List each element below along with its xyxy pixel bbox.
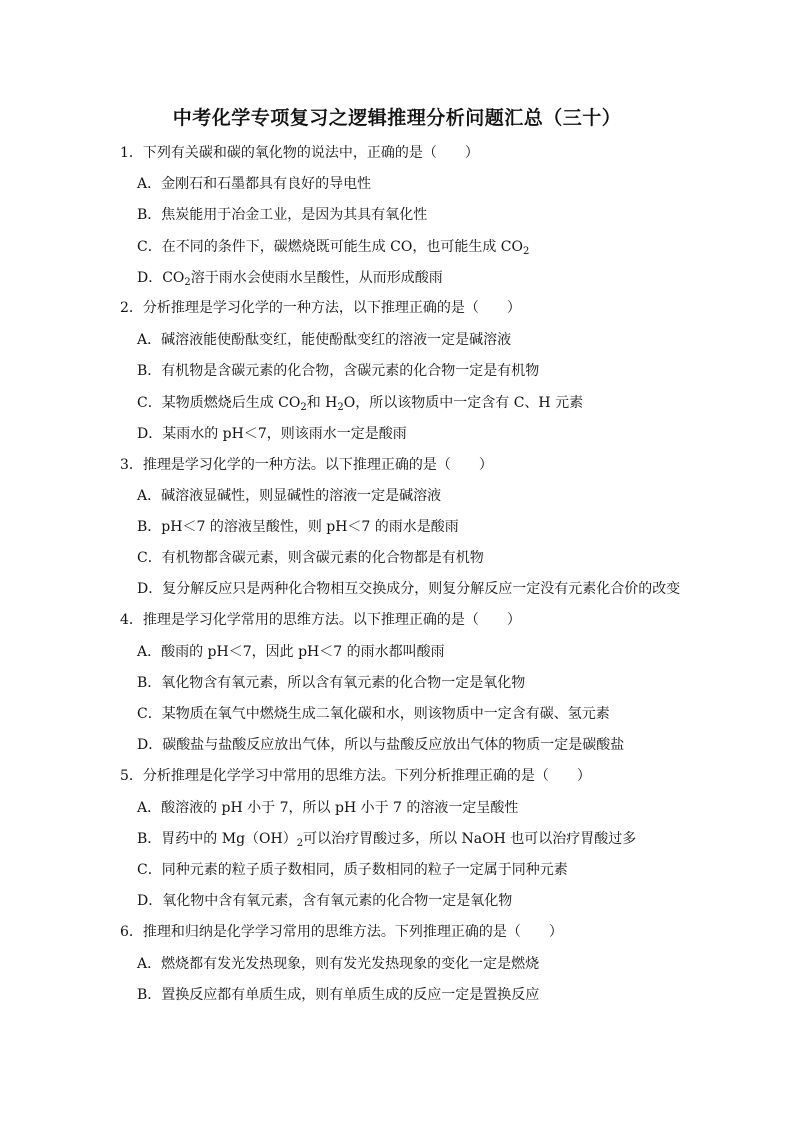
option-text: 溶于雨水会使雨水呈酸性，从而形成酸雨	[190, 270, 443, 286]
question-4-option-d: D．碳酸盐与盐酸反应放出气体，所以与盐酸反应放出气体的物质一定是碳酸盐	[137, 737, 625, 753]
question-6-option-b: B．置换反应都有单质生成，则有单质生成的反应一定是置换反应	[137, 987, 540, 1003]
question-5-option-b	[137, 829, 636, 849]
question-6-stem: 6．推理和归纳是化学学习常用的思维方法。下列推理正确的是（ ）	[120, 924, 563, 940]
question-3-stem: 3．推理是学习化学的一种方法。以下推理正确的是（ ）	[120, 457, 493, 473]
option-text: D．CO	[137, 270, 185, 286]
question-4-option-c: C．某物质在氧气中燃烧生成二氧化碳和水，则该物质中一定含有碳、氢元素	[137, 706, 610, 722]
question-1-stem: 1．下列有关碳和碳的氧化物的说法中，正确的是（ ）	[120, 145, 479, 161]
question-5-option-c: C．同种元素的粒子质子数相同，质子数相同的粒子一定属于同种元素	[137, 862, 568, 878]
question-5-stem: 5．分析推理是化学学习中常用的思维方法。下列分析推理正确的是（ ）	[120, 768, 591, 784]
question-2-option-c	[137, 393, 583, 413]
question-4-option-a: A．酸雨的 pH＜7，因此 pH＜7 的雨水都叫酸雨	[137, 644, 445, 660]
question-2-option-b: B．有机物是含碳元素的化合物，含碳元素的化合物一定是有机物	[137, 363, 540, 379]
subscript: 2	[300, 402, 307, 413]
subscript: 2	[296, 838, 304, 849]
question-1-option-c	[137, 237, 529, 257]
question-1-option-d	[137, 268, 443, 288]
question-1-option-a: A．金刚石和石墨都具有良好的导电性	[137, 176, 372, 192]
question-3-option-a: A．碱溶液显碱性，则显碱性的溶液一定是碱溶液	[137, 488, 442, 504]
question-5-option-a: A．酸溶液的 pH 小于 7，所以 pH 小于 7 的溶液一定呈酸性	[137, 800, 519, 816]
question-6-option-a: A．燃烧都有发光发热现象，则有发光发热现象的变化一定是燃烧	[137, 956, 540, 972]
question-3-option-c: C．有机物都含碳元素，则含碳元素的化合物都是有机物	[137, 550, 484, 566]
question-2-stem: 2．分析推理是学习化学的一种方法，以下推理正确的是（ ）	[120, 300, 521, 316]
document-title: 中考化学专项复习之逻辑推理分析问题汇总（三十）	[172, 107, 622, 129]
question-3-option-b: B．pH＜7 的溶液呈酸性，则 pH＜7 的雨水是酸雨	[137, 519, 459, 535]
subscript: 2	[337, 402, 344, 413]
option-text: O，所以该物质中一定含有 C、H 元素	[343, 395, 584, 411]
option-text: 可以治疗胃酸过多，所以 NaOH 也可以治疗胃酸过多	[303, 831, 637, 847]
question-4-option-b: B．氧化物含有氧元素，所以含有氧元素的化合物一定是氧化物	[137, 675, 526, 691]
option-text: B．胃药中的 Mg（OH）	[137, 831, 297, 847]
question-3-option-d: D．复分解反应只是两种化合物相互交换成分，则复分解反应一定没有元素化合价的改变	[137, 581, 681, 597]
subscript: 2	[523, 246, 530, 257]
option-text: C．某物质燃烧后生成 CO	[137, 395, 301, 411]
question-2-option-d: D．某雨水的 pH＜7，则该雨水一定是酸雨	[137, 426, 407, 442]
option-text: 和 H	[306, 395, 338, 411]
question-2-option-a: A．碱溶液能使酚酞变红，能使酚酞变红的溶液一定是碱溶液	[137, 332, 512, 348]
question-4-stem: 4．推理是学习化学常用的思维方法。以下推理正确的是（ ）	[120, 612, 521, 628]
question-5-option-d: D．氧化物中含有氧元素，含有氧元素的化合物一定是氧化物	[137, 893, 513, 909]
subscript: 2	[184, 277, 191, 288]
question-1-option-b: B．焦炭能用于冶金工业，是因为其具有氧化性	[137, 207, 428, 223]
option-text: C．在不同的条件下，碳燃烧既可能生成 CO，也可能生成 CO	[137, 239, 523, 255]
